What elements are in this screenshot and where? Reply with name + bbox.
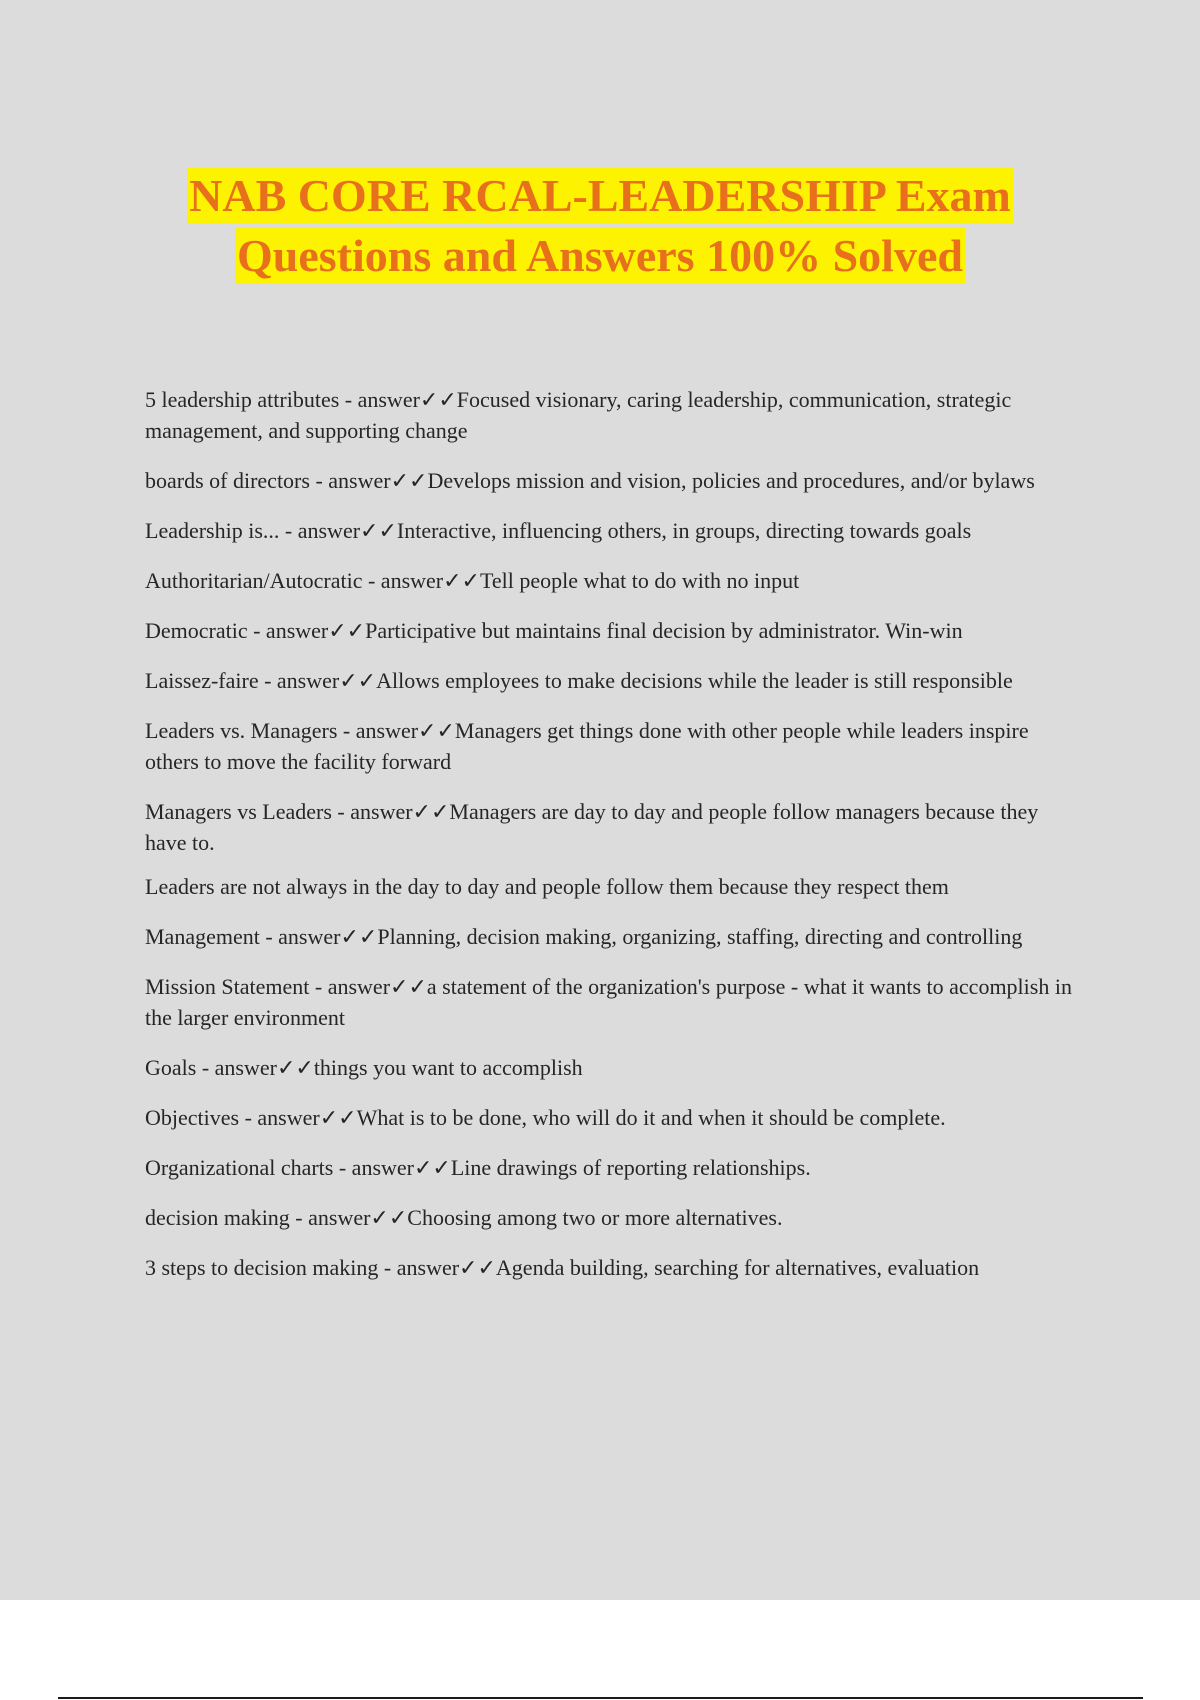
qa-item-authoritarian: Authoritarian/Autocratic - answer✓✓Tell people what to do with no input [145,568,800,593]
title-line-2: Questions and Answers 100% Solved [235,228,965,284]
qa-item-decision-steps: 3 steps to decision making - answer✓✓Agenda building, searching for alternatives, evaluation [145,1255,980,1280]
qa-list [145,384,1085,1302]
title-line-1: NAB CORE RCAL-LEADERSHIP Exam [187,168,1013,224]
qa-item-laissez-faire: Laissez-faire - answer✓✓Allows employees to make decisions while the leader is still responsible [145,668,1013,693]
qa-item-objectives: Objectives - answer✓✓What is to be done, who will do it and when it should be complete. [145,1105,946,1130]
qa-item-organizational-charts: Organizational charts - answer✓✓Line drawings of reporting relationships. [145,1155,811,1180]
qa-item-leadership-attributes: 5 leadership attributes - answer✓✓Focused visionary, caring leadership, communication, strategic management, and supporting change [145,387,1012,443]
qa-item-mission-statement: Mission Statement - answer✓✓a statement of the organization's purpose - what it wants to accomplish in the larger environment [145,974,1072,1030]
qa-item-leaders-vs-managers: Leaders vs. Managers - answer✓✓Managers get things done with other people while leaders inspire others to move the facility forward [145,718,1029,774]
qa-item-democratic: Democratic - answer✓✓Participative but maintains final decision by administrator. Win-win [145,618,963,643]
page-title [0,168,1200,284]
qa-item-leadership-is: Leadership is... - answer✓✓Interactive, influencing others, in groups, directing towards goals [145,518,972,543]
qa-item-managers-vs-leaders: Managers vs Leaders - answer✓✓Managers are day to day and people follow managers because they have to. [145,799,1039,855]
qa-item-decision-making: decision making - answer✓✓Choosing among two or more alternatives. [145,1205,783,1230]
qa-item-boards-of-directors: boards of directors - answer✓✓Develops mission and vision, policies and procedures, and/or bylaws [145,468,1035,493]
qa-item-management: Management - answer✓✓Planning, decision making, organizing, staffing, directing and controlling [145,924,1023,949]
qa-item-leaders-continuation: Leaders are not always in the day to day and people follow them because they respect them [145,874,949,899]
footer-divider [58,1697,1143,1699]
qa-item-goals: Goals - answer✓✓things you want to accomplish [145,1055,583,1080]
